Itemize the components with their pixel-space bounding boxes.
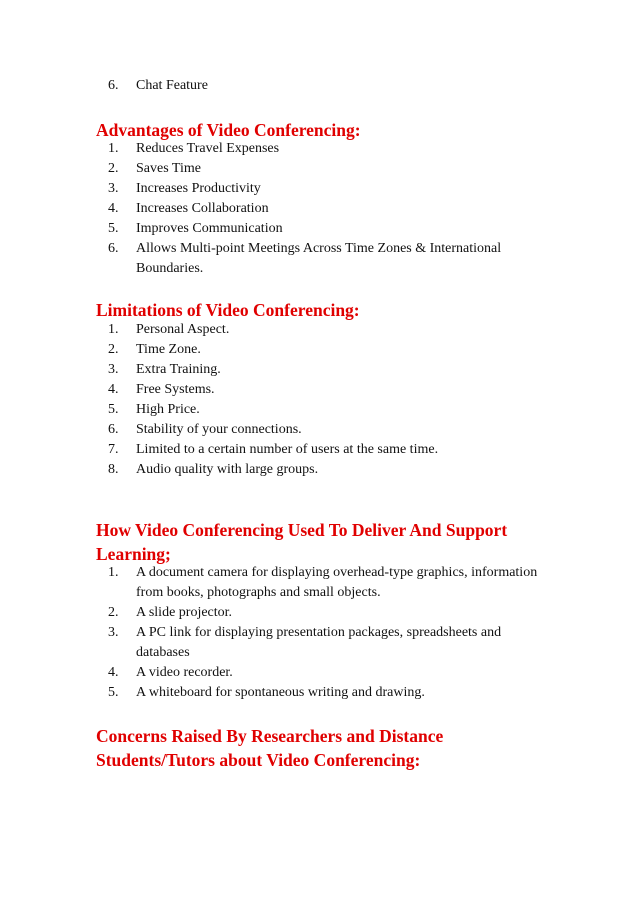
limitations-list [108, 320, 548, 480]
concerns-heading: Concerns Raised By Researchers and Distance Students/Tutors about Video Conferencing: [96, 726, 444, 770]
list-text: Personal Aspect. [136, 322, 230, 337]
list-item [108, 380, 548, 400]
list-number: 7. [108, 442, 119, 457]
list-item [108, 420, 548, 440]
list-item [108, 320, 548, 340]
list-text: Chat Feature [136, 78, 208, 93]
list-text: High Price. [136, 402, 200, 417]
continued-list [108, 76, 548, 96]
list-text: Audio quality with large groups. [136, 462, 319, 477]
list-item [108, 340, 548, 360]
list-item [108, 683, 548, 703]
list-number: 2. [108, 605, 119, 620]
list-text: A video recorder. [136, 665, 233, 680]
list-number: 8. [108, 462, 119, 477]
list-text: A document camera for displaying overhead-type graphics, information from books, photographs and small objects. [136, 565, 538, 600]
list-number: 3. [108, 362, 119, 377]
list-item [108, 440, 548, 460]
list-number: 3. [108, 181, 119, 196]
list-text: A whiteboard for spontaneous writing and drawing. [136, 685, 425, 700]
list-number: 5. [108, 221, 119, 236]
list-item [108, 159, 548, 179]
list-number: 4. [108, 382, 119, 397]
list-number: 5. [108, 402, 119, 417]
list-item [108, 563, 548, 603]
limitations-heading: Limitations of Video Conferencing: [96, 300, 360, 320]
list-text: Increases Collaboration [136, 201, 269, 216]
list-text: Saves Time [136, 161, 201, 176]
advantages-heading: Advantages of Video Conferencing: [96, 120, 361, 140]
list-item [108, 460, 548, 480]
list-number: 2. [108, 342, 119, 357]
list-number: 5. [108, 685, 119, 700]
list-item [108, 219, 548, 239]
list-text: Allows Multi-point Meetings Across Time Zones & International Boundaries. [136, 241, 502, 276]
list-item [108, 360, 548, 380]
list-text: Stability of your connections. [136, 422, 302, 437]
learning-list [108, 563, 548, 703]
list-text: Limited to a certain number of users at the same time. [136, 442, 439, 457]
list-number: 6. [108, 78, 119, 93]
list-number: 6. [108, 241, 119, 256]
advantages-list [108, 139, 548, 279]
list-text: A slide projector. [136, 605, 233, 620]
list-item [108, 199, 548, 219]
list-item [108, 400, 548, 420]
list-item [108, 239, 548, 279]
list-item [108, 603, 548, 623]
list-text: Extra Training. [136, 362, 221, 377]
list-number: 1. [108, 565, 119, 580]
list-number: 6. [108, 422, 119, 437]
learning-heading: How Video Conferencing Used To Deliver And Support Learning; [96, 520, 508, 564]
list-item [108, 139, 548, 159]
list-number: 4. [108, 201, 119, 216]
list-text: Reduces Travel Expenses [136, 141, 280, 156]
list-text: Time Zone. [136, 342, 201, 357]
list-number: 1. [108, 322, 119, 337]
list-text: Increases Productivity [136, 181, 261, 196]
list-text: Improves Communication [136, 221, 283, 236]
list-text: Free Systems. [136, 382, 215, 397]
list-text: A PC link for displaying presentation packages, spreadsheets and databases [136, 625, 502, 660]
list-number: 1. [108, 141, 119, 156]
list-item [108, 179, 548, 199]
list-item [108, 76, 548, 96]
list-number: 4. [108, 665, 119, 680]
list-item [108, 623, 548, 663]
list-number: 2. [108, 161, 119, 176]
list-item [108, 663, 548, 683]
list-number: 3. [108, 625, 119, 640]
